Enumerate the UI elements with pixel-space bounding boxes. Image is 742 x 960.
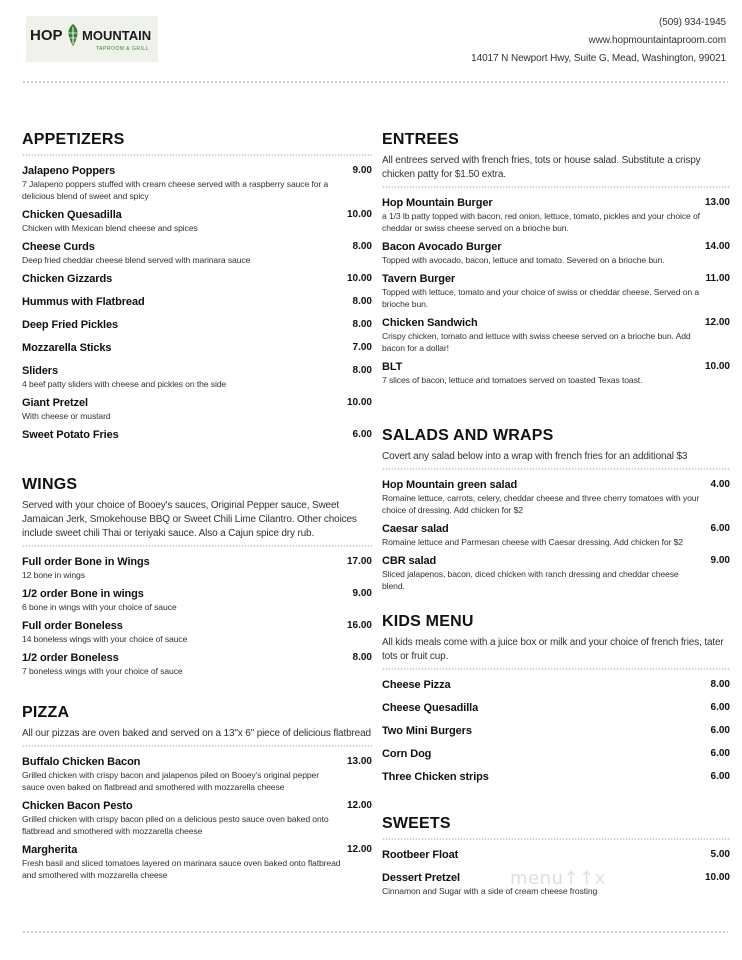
- menu-item-name: Cheese Curds: [22, 241, 95, 253]
- menu-item-price: 11.00: [705, 273, 730, 284]
- menu-item-description: Sliced jalapenos, bacon, diced chicken with ranch dressing and cheddar cheese blend.: [382, 569, 679, 591]
- menu-item-name: Hop Mountain green salad: [382, 479, 518, 491]
- menu-item-description: 7 boneless wings with your choice of sauce: [22, 666, 183, 676]
- menu-item-description: Topped with avocado, bacon, lettuce and tomato. Severed on a brioche bun.: [382, 255, 665, 265]
- menu-item: [382, 240, 730, 266]
- hop-cone-icon: [68, 24, 78, 46]
- section-divider: [382, 838, 730, 840]
- menu-item-description: Romaine lettuce and Parmesan cheese with Caesar dressing. Add chicken for $2: [382, 537, 683, 547]
- menu-item-price: 8.00: [352, 241, 372, 252]
- menu-item-name: Sliders: [22, 365, 58, 377]
- menu-item-name: Chicken Sandwich: [382, 317, 478, 329]
- menu-right-column: [382, 130, 730, 903]
- menu-item-name: Buffalo Chicken Bacon: [22, 756, 141, 768]
- section-note: All entrees served with french fries, tots or house salad. Substitute a crispy chicken patty for $1.50 extra.: [382, 155, 701, 180]
- menu-item-name: Margherita: [22, 844, 78, 856]
- menu-item-price: 4.00: [710, 479, 730, 490]
- section-note: All kids meals come with a juice box or milk and your choice of french fries, tater tots or fruit cup.: [382, 637, 724, 662]
- pizza-section: [22, 703, 372, 881]
- kids-menu-section: [382, 612, 730, 814]
- menu-item-price: 12.00: [346, 844, 372, 855]
- menu-item-name: Cheese Pizza: [382, 679, 451, 691]
- street-address: 14017 N Newport Hwy, Suite G, Mead, Washington, 99021: [471, 53, 726, 64]
- menu-item: [382, 701, 730, 715]
- menu-item-list: [22, 755, 372, 881]
- menu-item: [22, 587, 372, 613]
- menu-item-price: 6.00: [710, 748, 730, 759]
- menu-item-name: Corn Dog: [382, 748, 432, 760]
- section-title: SALADS AND WRAPS: [382, 427, 554, 444]
- logo-artwork: [26, 16, 158, 62]
- watermark: menu↑↑x: [510, 868, 606, 889]
- menu-item-price: 9.00: [352, 588, 372, 599]
- restaurant-logo: [26, 16, 158, 62]
- menu-item: [22, 651, 372, 677]
- section-title: ENTREES: [382, 131, 459, 148]
- menu-item: [22, 240, 372, 266]
- section-title: WINGS: [22, 476, 78, 493]
- svg-text:TAPROOM & GRILL: TAPROOM & GRILL: [96, 46, 149, 52]
- menu-item: [22, 272, 372, 286]
- menu-item-list: [382, 196, 730, 386]
- menu-item: [382, 724, 730, 738]
- menu-item-name: Mozzarella Sticks: [22, 342, 112, 354]
- menu-item-name: Tavern Burger: [382, 273, 456, 285]
- salads-wraps-section: [382, 426, 730, 612]
- section-title: APPETIZERS: [22, 131, 125, 148]
- contact-info: [471, 14, 726, 68]
- menu-item-description: With cheese or mustard: [22, 411, 111, 421]
- menu-item-price: 6.00: [710, 725, 730, 736]
- menu-item: [22, 164, 372, 202]
- menu-item-description: 7 slices of bacon, lettuce and tomatoes served on toasted Texas toast.: [382, 375, 643, 385]
- menu-item-description: 12 bone in wings: [22, 570, 85, 580]
- menu-item-price: 9.00: [352, 165, 372, 176]
- section-title: SWEETS: [382, 815, 451, 832]
- menu-item-description: a 1/3 lb patty topped with bacon, red onion, lettuce, tomato, pickles and your choice of cheddar or swiss cheese served on a brioche bun.: [382, 211, 700, 233]
- section-divider: [22, 154, 372, 156]
- menu-item: [382, 360, 730, 386]
- menu-item-price: 9.00: [710, 555, 730, 566]
- menu-item-price: 16.00: [346, 620, 372, 631]
- section-divider: [22, 545, 372, 547]
- section-title: KIDS MENU: [382, 613, 474, 630]
- menu-item-name: Full order Boneless: [22, 620, 123, 632]
- menu-item-description: 14 boneless wings with your choice of sauce: [22, 634, 188, 644]
- page-header: [0, 0, 742, 80]
- menu-item: [22, 755, 372, 793]
- menu-item-price: 13.00: [704, 197, 730, 208]
- menu-item-price: 8.00: [352, 652, 372, 663]
- menu-item-name: 1/2 order Bone in wings: [22, 588, 144, 600]
- menu-left-column: [22, 130, 372, 887]
- section-divider: [22, 745, 372, 747]
- menu-item-name: Hop Mountain Burger: [382, 197, 493, 209]
- entrees-section: [382, 130, 730, 426]
- menu-item: [22, 318, 372, 332]
- menu-item: [382, 770, 730, 784]
- section-note: All our pizzas are oven baked and served on a 13"x 6" piece of delicious flatbread: [22, 728, 371, 739]
- section-divider: [382, 668, 730, 670]
- menu-item-name: Jalapeno Poppers: [22, 165, 116, 177]
- menu-item-name: Caesar salad: [382, 523, 449, 535]
- section-note: Served with your choice of Booey's sauces, Original Pepper sauce, Sweet Jamaican Jerk, Smokehouse BBQ or Sweet Chili Lime Cilantro. Other choices include sweet chili Thai or teriyaki sauce. Also a Cajun spice dry rub.: [22, 500, 357, 539]
- menu-item: [382, 522, 730, 548]
- menu-item-list: [22, 164, 372, 442]
- menu-item-name: Chicken Quesadilla: [22, 209, 122, 221]
- menu-item: [22, 295, 372, 309]
- menu-item: [22, 396, 372, 422]
- menu-item-description: 7 Jalapeno poppers stuffed with cream cheese served with a raspberry sauce for a delicious blend of sweet and spicy: [22, 179, 329, 201]
- menu-item-name: 1/2 order Boneless: [22, 652, 119, 664]
- menu-item-description: 4 beef patty sliders with cheese and pickles on the side: [22, 379, 227, 389]
- menu-item-name: Chicken Gizzards: [22, 273, 113, 285]
- menu-item-price: 13.00: [346, 756, 372, 767]
- menu-item-description: Deep fried cheddar cheese blend served with marinara sauce: [22, 255, 251, 265]
- menu-item-list: [22, 555, 372, 677]
- menu-item-description: Cinnamon and Sugar with a side of cream cheese frosting: [382, 886, 598, 896]
- menu-item-list: [382, 678, 730, 784]
- menu-item: [382, 478, 730, 516]
- menu-item-price: 6.00: [352, 429, 372, 440]
- svg-text:HOP: HOP: [30, 27, 63, 44]
- menu-item-price: 6.00: [710, 523, 730, 534]
- menu-item-price: 10.00: [346, 273, 372, 284]
- menu-item-description: Romaine lettuce, carrots, celery, cheddar cheese and three cherry tomatoes with your choice of dressing. Add chicken for $2: [382, 493, 700, 515]
- menu-item: [22, 843, 372, 881]
- menu-item-price: 8.00: [352, 296, 372, 307]
- footer-divider: [22, 930, 728, 934]
- menu-item-price: 8.00: [710, 679, 730, 690]
- menu-item-price: 8.00: [352, 365, 372, 376]
- menu-item-name: Two Mini Burgers: [382, 725, 472, 737]
- menu-item-name: Full order Bone in Wings: [22, 556, 150, 568]
- menu-item-price: 12.00: [346, 800, 372, 811]
- section-note: Covert any salad below into a wrap with french fries for an additional $3: [382, 451, 688, 462]
- menu-item: [382, 196, 730, 234]
- menu-item: [382, 678, 730, 692]
- menu-item: [382, 554, 730, 592]
- menu-item-price: 7.00: [352, 342, 372, 353]
- menu-item-price: 14.00: [704, 241, 730, 252]
- menu-item: [382, 272, 730, 310]
- menu-item-price: 6.00: [710, 771, 730, 782]
- menu-item: [22, 341, 372, 355]
- header-divider: [22, 80, 728, 84]
- menu-item: [22, 555, 372, 581]
- menu-item-price: 12.00: [704, 317, 730, 328]
- menu-item-description: Grilled chicken with crispy bacon and jalapenos piled on Booey's original pepper sauce oven baked on flatbread and smothered with mozzarella cheese: [22, 770, 319, 792]
- menu-item-price: 10.00: [704, 361, 730, 372]
- svg-text:MOUNTAIN: MOUNTAIN: [82, 28, 152, 43]
- appetizers-section: [22, 130, 372, 475]
- menu-item-description: 6 bone in wings with your choice of sauce: [22, 602, 177, 612]
- wings-section: [22, 475, 372, 703]
- menu-item-name: Dessert Pretzel: [382, 872, 460, 884]
- menu-item-price: 17.00: [346, 556, 372, 567]
- menu-item: [382, 316, 730, 354]
- menu-item: [22, 428, 372, 442]
- menu-item-name: Hummus with Flatbread: [22, 296, 145, 308]
- menu-item-name: Chicken Bacon Pesto: [22, 800, 133, 812]
- phone-number: (509) 934-1945: [659, 17, 726, 28]
- section-divider: [382, 468, 730, 470]
- menu-item-name: Bacon Avocado Burger: [382, 241, 502, 253]
- menu-item-description: Fresh basil and sliced tomatoes layered on marinara sauce oven baked onto flatbread and smothered with mozzarella cheese: [22, 858, 341, 880]
- menu-item-name: Deep Fried Pickles: [22, 319, 119, 331]
- section-divider: [382, 186, 730, 188]
- menu-item-description: Crispy chicken, tomato and lettuce with swiss cheese served on a brioche bun. Add bacon for a dollar!: [382, 331, 691, 353]
- menu-item-description: Grilled chicken with crispy bacon piled on a delicious pesto sauce oven baked onto flatbread and smothered with mozzarella cheese: [22, 814, 329, 836]
- menu-item-price: 10.00: [704, 872, 730, 883]
- menu-item-name: Sweet Potato Fries: [22, 429, 119, 441]
- menu-item-name: CBR salad: [382, 555, 437, 567]
- menu-item-price: 6.00: [710, 702, 730, 713]
- menu-item: [22, 799, 372, 837]
- menu-item: [382, 848, 730, 862]
- menu-item: [22, 619, 372, 645]
- menu-item-name: Giant Pretzel: [22, 397, 88, 409]
- menu-item-list: [382, 478, 730, 592]
- menu-item-price: 5.00: [710, 849, 730, 860]
- menu-item-name: BLT: [382, 361, 403, 373]
- menu-item: [22, 208, 372, 234]
- menu-item-description: Chicken with Mexican blend cheese and spices: [22, 223, 198, 233]
- menu-item-description: Topped with lettuce, tomato and your choice of swiss or cheddar cheese. Served on a brioche bun.: [382, 287, 700, 309]
- menu-item: [382, 747, 730, 761]
- menu-item-price: 10.00: [346, 397, 372, 408]
- menu-item-name: Cheese Quesadilla: [382, 702, 479, 714]
- section-title: PIZZA: [22, 704, 70, 721]
- menu-item: [22, 364, 372, 390]
- website-url: www.hopmountaintaproom.com: [588, 35, 726, 46]
- menu-item-name: Three Chicken strips: [382, 771, 489, 783]
- menu-item-price: 10.00: [346, 209, 372, 220]
- menu-item-price: 8.00: [352, 319, 372, 330]
- menu-item-name: Rootbeer Float: [382, 849, 459, 861]
